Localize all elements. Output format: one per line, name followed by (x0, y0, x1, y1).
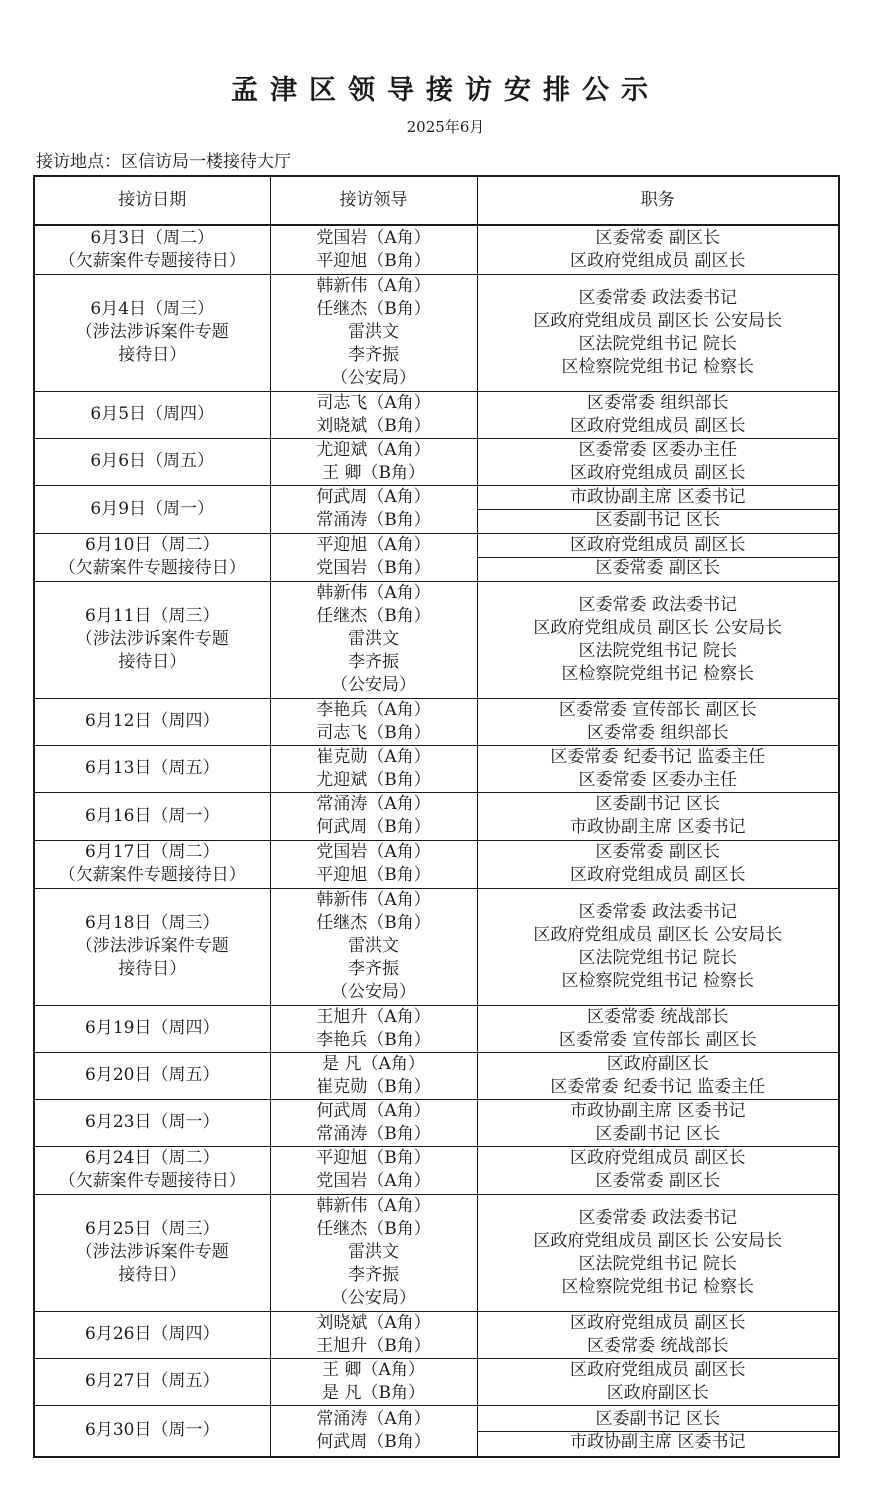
leaders-line: 韩新伟（A角） (316, 890, 431, 910)
leaders-line: 任继杰（B角） (316, 299, 431, 319)
leaders-line: （公安局） (331, 368, 416, 388)
leaders-line: 雷洪文 (348, 629, 399, 649)
duties-cell (477, 1005, 839, 1052)
table-row (34, 485, 839, 533)
duties-cell (477, 698, 839, 745)
leaders-line: （公安局） (331, 1288, 416, 1308)
date-cell (34, 698, 270, 745)
date-line: 6月25日（周三） (85, 1219, 220, 1239)
duties-line: 区委常委 宣传部长 副区长 (558, 1029, 757, 1050)
date-line: 6月13日（周五） (85, 758, 220, 778)
leaders-line: 雷洪文 (348, 936, 399, 956)
duties-line: 区委副书记 区长 (595, 1123, 720, 1144)
leaders-cell (270, 1194, 477, 1311)
duties-line: 区法院党组书记 院长 (578, 333, 737, 354)
duties-line: 区委副书记 区长 (595, 1408, 720, 1429)
date-line: 6月5日（周四） (90, 404, 215, 424)
leaders-line: 雷洪文 (348, 322, 399, 342)
leaders-cell (270, 792, 477, 840)
leaders-cell (270, 581, 477, 698)
duties-line: 区委常委 政法委书记 (578, 594, 737, 615)
leaders-line: 王旭升（B角） (316, 1335, 431, 1356)
leaders-line: 是 凡（A角） (322, 1053, 425, 1074)
leaders-cell (270, 1358, 477, 1405)
table-row (34, 533, 839, 581)
date-line: 6月19日（周四） (85, 1018, 220, 1038)
cell-divider (478, 509, 839, 510)
date-cell (34, 391, 270, 438)
duties-line: 区政府党组成员 副区长 (570, 1359, 746, 1380)
date-line: （欠薪案件专题接待日） (58, 558, 246, 578)
duties-cell (477, 888, 839, 1005)
date-cell (34, 225, 270, 274)
date-line: 接待日） (118, 652, 187, 672)
duties-cell (477, 485, 839, 533)
leaders-line: 任继杰（B角） (316, 606, 431, 626)
date-cell (34, 1099, 270, 1146)
leaders-line: 党国岩（B角） (316, 558, 431, 578)
date-line: 6月17日（周二） (85, 842, 220, 862)
leaders-line: （公安局） (331, 982, 416, 1002)
duties-line: 区委常委 宣传部长 副区长 (558, 699, 757, 720)
duties-line: 区检察院党组书记 检察长 (561, 970, 754, 991)
duties-line: 区检察院党组书记 检察长 (561, 1276, 754, 1297)
date-line: 6月26日（周四） (85, 1324, 220, 1344)
duties-line: 区委常委 副区长 (595, 842, 720, 862)
duties-line: 区委常委 副区长 (595, 1171, 720, 1191)
date-cell (34, 274, 270, 391)
date-line: （欠薪案件专题接待日） (58, 865, 246, 885)
duties-line: 区政府党组成员 副区长 (570, 865, 746, 885)
duties-cell (477, 745, 839, 792)
leaders-line: 崔克勋（A角） (316, 746, 431, 767)
leaders-line: 韩新伟（A角） (316, 1196, 431, 1216)
date-cell (34, 1194, 270, 1311)
table-row (34, 698, 839, 745)
table-row (34, 792, 839, 840)
leaders-line: 尤迎斌（A角） (316, 439, 431, 460)
duties-cell (477, 840, 839, 888)
duties-line: 区委常委 组织部长 (587, 392, 729, 413)
date-line: 6月3日（周二） (90, 227, 215, 248)
leaders-line: 常涌涛（A角） (316, 794, 431, 814)
duties-line: 区政府副区长 (606, 1382, 709, 1403)
leaders-cell (270, 745, 477, 792)
leaders-line: 平迎旭（B角） (316, 250, 431, 271)
leaders-line: 任继杰（B角） (316, 1219, 431, 1239)
table-row (34, 1311, 839, 1358)
duties-line: 区政府党组成员 副区长 (570, 1148, 746, 1168)
date-cell (34, 581, 270, 698)
table-row (34, 745, 839, 792)
leaders-cell (270, 1052, 477, 1099)
duties-line: 区政府党组成员 副区长 (570, 462, 746, 483)
duties-line: 市政协副主席 区委书记 (570, 487, 746, 507)
page-subtitle: 2025年6月 (406, 118, 485, 136)
table-row (34, 1358, 839, 1405)
date-line: 6月12日（周四） (85, 711, 220, 731)
table-row (34, 840, 839, 888)
table-row (34, 1146, 839, 1194)
leaders-cell (270, 1405, 477, 1457)
date-line: （欠薪案件专题接待日） (58, 1171, 246, 1191)
leaders-line: 李齐振 (348, 345, 399, 365)
leaders-cell (270, 391, 477, 438)
duties-line: 区政府党组成员 副区长 公安局长 (533, 310, 783, 331)
cell-divider (478, 1431, 839, 1432)
table-row (34, 888, 839, 1005)
leaders-cell (270, 888, 477, 1005)
reception-location: 接访地点：区信访局一楼接待大厅 (36, 152, 291, 172)
leaders-line: 任继杰（B角） (316, 913, 431, 933)
duties-line: 区政府党组成员 副区长 公安局长 (533, 617, 783, 638)
duties-line: 市政协副主席 区委书记 (570, 1431, 746, 1452)
leaders-line: 何武周（A角） (316, 1100, 431, 1121)
date-line: （涉法涉诉案件专题 (75, 1242, 229, 1262)
date-line: 6月16日（周一） (85, 805, 220, 826)
cell-divider (478, 557, 839, 558)
table-row (34, 1052, 839, 1099)
date-line: （涉法涉诉案件专题 (75, 629, 229, 649)
leaders-line: 常涌涛（A角） (316, 1408, 431, 1429)
date-cell (34, 840, 270, 888)
leaders-line: 党国岩（A角） (316, 227, 431, 248)
duties-line: 区检察院党组书记 检察长 (561, 663, 754, 684)
leaders-cell (270, 1005, 477, 1052)
date-cell (34, 1052, 270, 1099)
date-line: （涉法涉诉案件专题 (75, 322, 229, 342)
date-line: 接待日） (118, 345, 187, 365)
header-leaders: 接访领导 (270, 176, 477, 225)
leaders-line: 王旭升（A角） (316, 1006, 431, 1027)
leaders-line: 何武周（B角） (316, 1431, 431, 1452)
table-row (34, 1405, 839, 1457)
table-row (34, 438, 839, 485)
table-row (34, 225, 839, 274)
table-row (34, 1099, 839, 1146)
duties-line: 区政府党组成员 副区长 (570, 250, 746, 271)
duties-line: 区委副书记 区长 (595, 510, 720, 530)
duties-cell (477, 1052, 839, 1099)
date-line: 6月30日（周一） (85, 1420, 220, 1441)
leaders-cell (270, 1099, 477, 1146)
table-row (34, 391, 839, 438)
date-cell (34, 1311, 270, 1358)
date-line: 6月4日（周三） (90, 299, 215, 319)
duties-line: 区政府党组成员 副区长 公安局长 (533, 924, 783, 945)
leaders-line: 韩新伟（A角） (316, 276, 431, 296)
duties-line: 区委常委 区委办主任 (578, 439, 737, 460)
leaders-cell (270, 274, 477, 391)
duties-cell (477, 1146, 839, 1194)
leaders-line: 平迎旭（B角） (316, 865, 431, 885)
date-cell (34, 1146, 270, 1194)
table-row (34, 581, 839, 698)
page-title: 孟津区领导接访安排公示 (231, 75, 660, 106)
duties-line: 区政府党组成员 副区长 (570, 535, 746, 555)
duties-cell (477, 1311, 839, 1358)
duties-line: 市政协副主席 区委书记 (570, 817, 746, 837)
duties-cell (477, 792, 839, 840)
date-line: （欠薪案件专题接待日） (58, 250, 246, 271)
date-cell (34, 888, 270, 1005)
table-row (34, 274, 839, 391)
leaders-line: 何武周（A角） (316, 487, 431, 507)
table-header-row (34, 176, 839, 225)
leaders-line: 司志飞（A角） (316, 392, 431, 413)
header-duties: 职务 (477, 176, 839, 225)
duties-cell (477, 225, 839, 274)
leaders-line: 王 卿（B角） (322, 462, 425, 483)
duties-cell (477, 1194, 839, 1311)
leaders-cell (270, 533, 477, 581)
leaders-line: 司志飞（B角） (316, 722, 431, 743)
date-cell (34, 1358, 270, 1405)
duties-line: 区政府党组成员 副区长 (570, 415, 746, 436)
reception-schedule-table (33, 175, 840, 1458)
date-line: 接待日） (118, 1265, 187, 1285)
leaders-line: 李齐振 (348, 959, 399, 979)
leaders-line: 李齐振 (348, 1265, 399, 1285)
date-line: 6月27日（周五） (85, 1371, 220, 1391)
date-line: 6月9日（周一） (90, 498, 215, 519)
duties-cell (477, 1358, 839, 1405)
leaders-line: 李艳兵（A角） (316, 699, 431, 720)
date-cell (34, 485, 270, 533)
leaders-line: 崔克勋（B角） (316, 1076, 431, 1097)
table-body (34, 225, 839, 1457)
date-cell (34, 438, 270, 485)
duties-line: 区法院党组书记 院长 (578, 947, 737, 968)
duties-line: 区委常委 区委办主任 (578, 769, 737, 790)
leaders-line: 党国岩（A角） (316, 1171, 431, 1191)
date-line: 6月10日（周二） (85, 535, 220, 555)
leaders-line: 常涌涛（B角） (316, 510, 431, 530)
duties-line: 区委常委 政法委书记 (578, 287, 737, 308)
duties-line: 区委常委 副区长 (595, 227, 720, 248)
duties-line: 区委常委 统战部长 (587, 1006, 729, 1027)
duties-line: 区委常委 组织部长 (587, 722, 729, 743)
leaders-cell (270, 485, 477, 533)
duties-line: 区委副书记 区长 (595, 794, 720, 814)
header-date: 接访日期 (34, 176, 270, 225)
duties-line: 区政府党组成员 副区长 公安局长 (533, 1230, 783, 1251)
date-line: 6月11日（周三） (85, 606, 220, 626)
duties-line: 区委常委 纪委书记 监委主任 (550, 746, 766, 767)
duties-line: 市政协副主席 区委书记 (570, 1100, 746, 1121)
leaders-line: 李齐振 (348, 652, 399, 672)
leaders-cell (270, 438, 477, 485)
duties-line: 区检察院党组书记 检察长 (561, 356, 754, 377)
leaders-line: 平迎旭（B角） (316, 1148, 431, 1168)
date-line: 6月24日（周二） (85, 1148, 220, 1168)
leaders-line: 尤迎斌（B角） (316, 769, 431, 790)
table-row (34, 1194, 839, 1311)
leaders-cell (270, 698, 477, 745)
leaders-line: 平迎旭（A角） (316, 535, 431, 555)
leaders-line: 刘晓斌（A角） (316, 1312, 431, 1333)
leaders-line: 刘晓斌（B角） (316, 415, 431, 436)
leaders-line: 常涌涛（B角） (316, 1123, 431, 1144)
duties-cell (477, 438, 839, 485)
leaders-cell (270, 225, 477, 274)
duties-cell (477, 1099, 839, 1146)
date-cell (34, 533, 270, 581)
leaders-line: 王 卿（A角） (322, 1359, 425, 1380)
leaders-line: 何武周（B角） (316, 817, 431, 837)
table-row (34, 1005, 839, 1052)
duties-line: 区委常委 政法委书记 (578, 901, 737, 922)
leaders-line: 党国岩（A角） (316, 842, 431, 862)
date-cell (34, 792, 270, 840)
duties-line: 区法院党组书记 院长 (578, 1253, 737, 1274)
duties-line: 区委常委 纪委书记 监委主任 (550, 1076, 766, 1097)
date-line: 6月6日（周五） (90, 451, 215, 471)
duties-cell (477, 1405, 839, 1457)
duties-cell (477, 581, 839, 698)
leaders-line: （公安局） (331, 675, 416, 695)
date-line: （涉法涉诉案件专题 (75, 936, 229, 956)
duties-line: 区法院党组书记 院长 (578, 640, 737, 661)
leaders-cell (270, 1311, 477, 1358)
date-cell (34, 1405, 270, 1457)
date-line: 6月18日（周三） (85, 913, 220, 933)
leaders-cell (270, 840, 477, 888)
leaders-line: 是 凡（B角） (322, 1382, 425, 1403)
date-cell (34, 745, 270, 792)
leaders-line: 韩新伟（A角） (316, 583, 431, 603)
date-line: 6月20日（周五） (85, 1065, 220, 1085)
leaders-line: 李艳兵（B角） (316, 1029, 431, 1050)
date-cell (34, 1005, 270, 1052)
duties-cell (477, 274, 839, 391)
duties-line: 区政府党组成员 副区长 (570, 1312, 746, 1333)
date-line: 接待日） (118, 959, 187, 979)
leaders-cell (270, 1146, 477, 1194)
duties-line: 区政府副区长 (606, 1053, 709, 1074)
duties-line: 区委常委 副区长 (595, 558, 720, 578)
duties-line: 区委常委 统战部长 (587, 1335, 729, 1356)
leaders-line: 雷洪文 (348, 1242, 399, 1262)
duties-cell (477, 533, 839, 581)
duties-cell (477, 391, 839, 438)
date-line: 6月23日（周一） (85, 1112, 220, 1132)
duties-line: 区委常委 政法委书记 (578, 1207, 737, 1228)
